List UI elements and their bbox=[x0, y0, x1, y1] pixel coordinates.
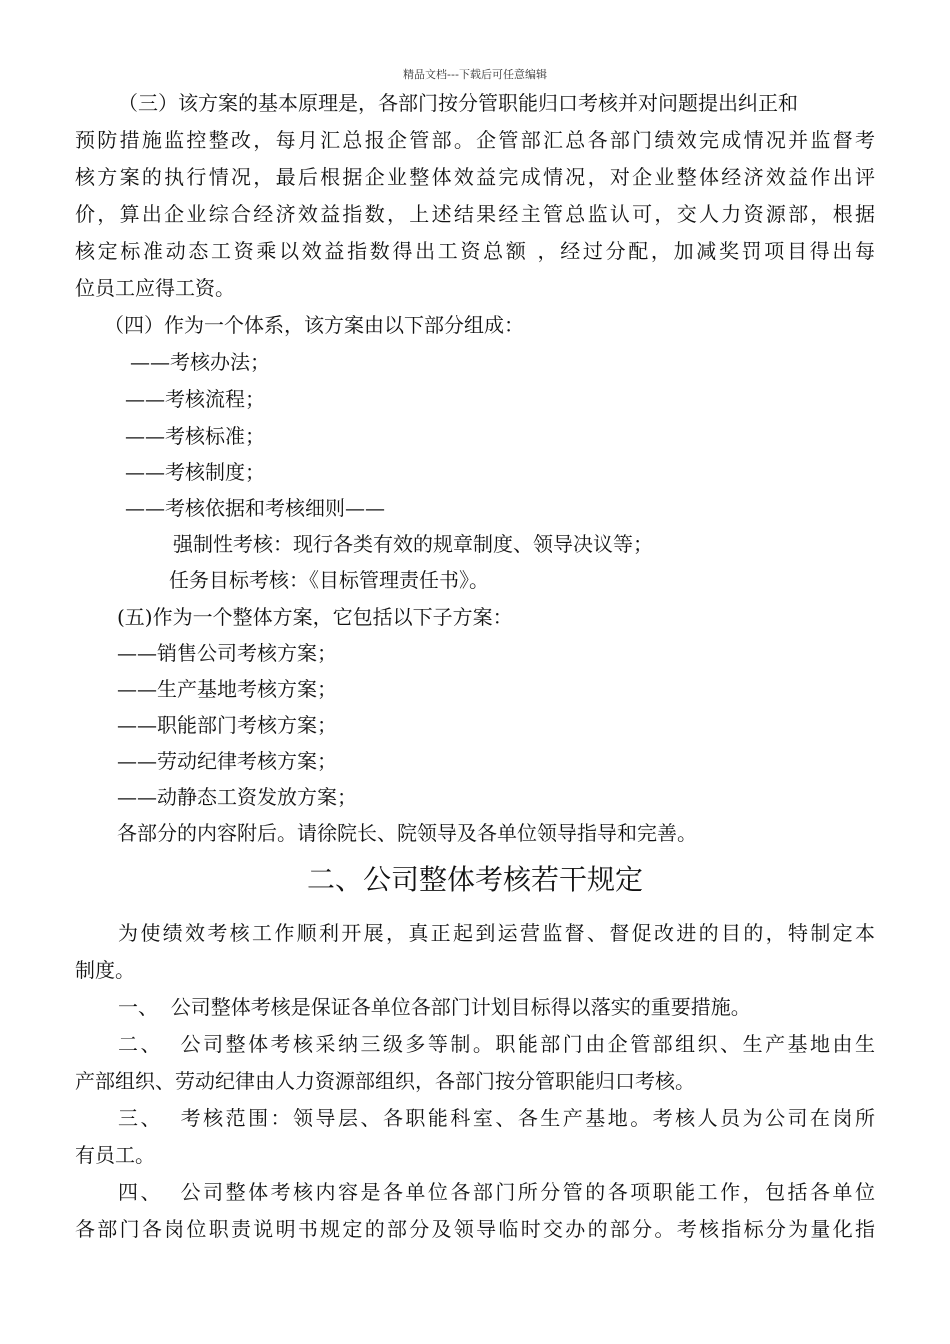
paragraph-line: （三）该方案的基本原理是，各部门按分管职能归口考核并对问题提出纠正和 bbox=[118, 91, 798, 115]
section-heading: 二、公司整体考核若干规定 bbox=[306, 863, 643, 896]
list-intro: （四）作为一个体系，该方案由以下部分组成： bbox=[104, 313, 524, 337]
paragraph-line: 预防措施监控整改，每月汇总报企管部。企管部汇总各部门绩效完成情况并监督考 bbox=[75, 128, 875, 152]
rule-line: 有员工。 bbox=[75, 1143, 155, 1167]
paragraph-line: 核方案的执行情况，最后根据企业整体效益完成情况，对企业整体经济效益作出评 bbox=[75, 165, 875, 189]
paragraph-line: 价，算出企业综合经济效益指数，上述结果经主管总监认可，交人力资源部，根据 bbox=[75, 202, 875, 226]
paragraph-line: 核定标准动态工资乘以效益指数得出工资总额 ，经过分配，加减奖罚项目得出每 bbox=[75, 239, 875, 263]
paragraph-line: 制度。 bbox=[75, 958, 135, 982]
rule-line: 三、 考核范围：领导层、各职能科室、各生产基地。考核人员为公司在岗所 bbox=[118, 1106, 875, 1130]
list-item: ——考核流程； bbox=[125, 387, 265, 411]
list-item: ——考核依据和考核细则—— bbox=[125, 496, 385, 520]
rule-line: 各部门各岗位职责说明书规定的部分及领导临时交办的部分。考核指标分为量化指 bbox=[75, 1217, 875, 1241]
list-subitem: 任务目标考核：《目标管理责任书》。 bbox=[169, 568, 489, 592]
list-item: ——动静态工资发放方案； bbox=[117, 785, 357, 809]
list-item: ——劳动纪律考核方案； bbox=[117, 749, 337, 773]
list-item: ——生产基地考核方案； bbox=[117, 677, 337, 701]
list-item: ——职能部门考核方案； bbox=[117, 713, 337, 737]
list-subitem: 强制性考核：现行各类有效的规章制度、领导决议等； bbox=[173, 532, 653, 556]
rule-line: 二、 公司整体考核采纳三级多等制。职能部门由企管部组织、生产基地由生 bbox=[118, 1032, 875, 1056]
rule-line: 一、 公司整体考核是保证各单位各部门计划目标得以落实的重要措施。 bbox=[118, 995, 751, 1019]
list-item: ——考核办法； bbox=[130, 350, 270, 374]
rule-line: 产部组织、劳动纪律由人力资源部组织，各部门按分管职能归口考核。 bbox=[75, 1069, 695, 1093]
list-item: ——考核标准； bbox=[125, 424, 265, 448]
rule-line: 四、 公司整体考核内容是各单位各部门所分管的各项职能工作，包括各单位 bbox=[118, 1180, 875, 1204]
closing-line: 各部分的内容附后。请徐院长、院领导及各单位领导指导和完善。 bbox=[117, 821, 697, 845]
list-item: ——销售公司考核方案； bbox=[117, 641, 337, 665]
list-intro: (五)作为一个整体方案，它包括以下子方案： bbox=[117, 605, 513, 629]
list-item: ——考核制度； bbox=[125, 460, 265, 484]
page-header: 精品文档---下载后可任意编辑 bbox=[403, 68, 547, 81]
paragraph-line: 为使绩效考核工作顺利开展，真正起到运营监督、督促改进的目的，特制定本 bbox=[118, 921, 875, 945]
paragraph-line: 位员工应得工资。 bbox=[75, 276, 235, 300]
